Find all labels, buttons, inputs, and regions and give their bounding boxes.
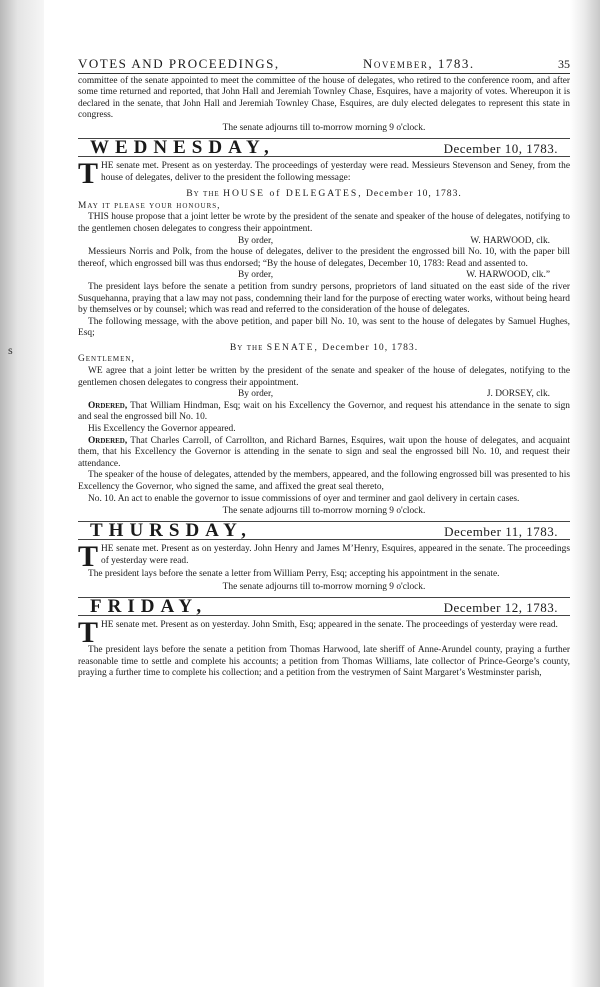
heading-senate: SENATE, [266, 341, 319, 353]
paragraph [78, 540, 570, 574]
salutation: May it please your honours, [78, 200, 221, 211]
heading-date: December 10, 1783. [366, 188, 462, 200]
running-title: VOTES AND PROCEEDINGS, [78, 56, 280, 71]
clerk-signature: W. HARWOOD, clk.” [466, 270, 550, 281]
ordered-label: Ordered, [88, 400, 128, 411]
day-name: WEDNESDAY, [90, 136, 275, 158]
paragraph [78, 157, 570, 191]
order-paragraph [78, 401, 570, 424]
document-page [78, 58, 570, 680]
bill-title: No. 10. An act to enable the governor to issue commissions of oyer and terminer and gaol delivery in certain cases. [88, 493, 520, 504]
day-date: December 10, 1783. [443, 140, 558, 156]
clerk-signature: W. HARWOOD, clk. [470, 235, 550, 246]
drop-cap: T [78, 540, 99, 574]
drop-cap: T [78, 157, 99, 191]
message-heading [78, 342, 570, 354]
day-heading-friday [78, 597, 570, 617]
intro-paragraph: committee of the senate appointed to meet the committee of the house of delegates, who retired to the conference room, and after some time returned and reported, that John Hall and Jeremiah Townley Chase, Esquires, have a majority of votes. Whereupon it is declared in the senate, that John Hall and Jeremiah Townley Chase, Esquires, are duly elected delegates to represent this state in congress. [78, 75, 570, 121]
paragraph: The speaker of the house of delegates, attended by the members, appeared, and the following engrossed bill was presented to his Excellency the Governor, who signed the same, and affixed the great seal thereto, [78, 470, 570, 492]
order-text: That Charles Carroll, of Carrollton, and Richard Barnes, Esquires, wait upon the house of delegates, and acquaint them, that his Excellency the Governor is attending in the senate to sign and seal the engrossed bill No. 10, and request their attendance. [78, 435, 570, 469]
day-name: FRIDAY, [90, 595, 208, 617]
day-date: December 11, 1783. [444, 523, 558, 539]
adjournment-notice: The senate adjourns till to-morrow morning 9 o'clock. [222, 122, 426, 133]
paragraph [78, 616, 570, 650]
paragraph: The following message, with the above petition, and paper bill No. 10, was sent to the house of delegates by Samuel Hughes, Esq; [78, 316, 570, 339]
scan-shadow-right [570, 0, 600, 987]
heading-by: By the [186, 188, 220, 200]
running-head [78, 58, 570, 74]
drop-cap: T [78, 616, 99, 650]
heading-by: By the [229, 341, 264, 353]
paragraph: The president lays before the senate a petition from Thomas Harwood, late sheriff of Anne-Arundel county, praying a further reasonable time to settle and complete his accounts; a petition from Thomas Williams, late collector of Prince-George’s county, praying a further time to complete his collection; and a petition from the vestrymen of Saint Margaret’s Westminster parish, [78, 645, 570, 679]
heading-house: HOUSE of DELEGATES, [223, 188, 363, 200]
heading-date: December 10, 1783. [322, 341, 419, 353]
paragraph-text: HE senate met. Present as on yesterday. John Smith, Esq; appeared in the senate. The proceedings of yesterday were read. [101, 620, 558, 631]
by-order: By order, [238, 235, 274, 246]
ordered-label: Ordered, [88, 435, 128, 446]
message-body: WE agree that a joint letter be written by the president of the senate and speaker of the house of delegates, notifying to the gentlemen chosen delegates to congress their appointment. [78, 366, 570, 388]
day-date: December 12, 1783. [443, 599, 558, 615]
adjournment-notice: The senate adjourns till to-morrow morning 9 o'clock. [222, 581, 426, 592]
salutation: Gentlemen, [78, 354, 135, 365]
message-body: THIS house propose that a joint letter be wrote by the president of the senate and speaker of the house of delegates, notifying to the gentlemen chosen delegates to congress their appointment. [78, 212, 570, 234]
clerk-signature: J. DORSEY, clk. [486, 389, 550, 400]
order-text: That William Hindman, Esq; wait on his Excellency the Governor, and request his attendance in the senate to sign and seal the engrossed bill No. 10. [78, 400, 570, 423]
paragraph: His Excellency the Governor appeared. [88, 424, 236, 435]
message-heading [78, 188, 570, 200]
margin-mark: s [8, 343, 13, 357]
paragraph: The president lays before the senate a letter from William Perry, Esq; accepting his appointment in the senate. [88, 569, 500, 580]
paragraph: The president lays before the senate a petition from sundry persons, proprietors of land situated on the east side of the river Susquehanna, praying that a law may not pass, condemning their land for the purpose of erecting water works, without being heard by themselves or by counsel; which was read and referred to the consideration of the house of delegates. [78, 281, 570, 316]
order-paragraph [78, 436, 570, 471]
day-name: THURSDAY, [90, 519, 252, 541]
by-order: By order, [238, 389, 274, 400]
by-order: By order, [238, 270, 274, 281]
day-heading-wednesday [78, 138, 570, 158]
day-heading-thursday [78, 521, 570, 541]
running-date: November, 1783. [363, 56, 475, 71]
page-number: 35 [557, 57, 570, 71]
signature-row [78, 389, 570, 401]
paragraph-text: HE senate met. Present as on yesterday. John Henry and James M’Henry, Esquires, appeared in the senate. The proceedings of yesterday were read. [101, 544, 570, 566]
paragraph: Messieurs Norris and Polk, from the house of delegates, deliver to the president the engrossed bill No. 10, with the paper bill thereof, which engrossed bill was thus endorsed; “By the house of delegates, December 10, 1783: Read and assented to. [78, 247, 570, 269]
signature-row [78, 236, 570, 248]
adjournment-notice: The senate adjourns till to-morrow morning 9 o'clock. [222, 506, 426, 517]
signature-row [78, 270, 570, 282]
paragraph-text: HE senate met. Present as on yesterday. The proceedings of yesterday were read. Messieurs Stevenson and Seney, from the house of delegates, deliver to the president the following message: [101, 161, 570, 183]
scan-shadow-left [0, 0, 44, 987]
